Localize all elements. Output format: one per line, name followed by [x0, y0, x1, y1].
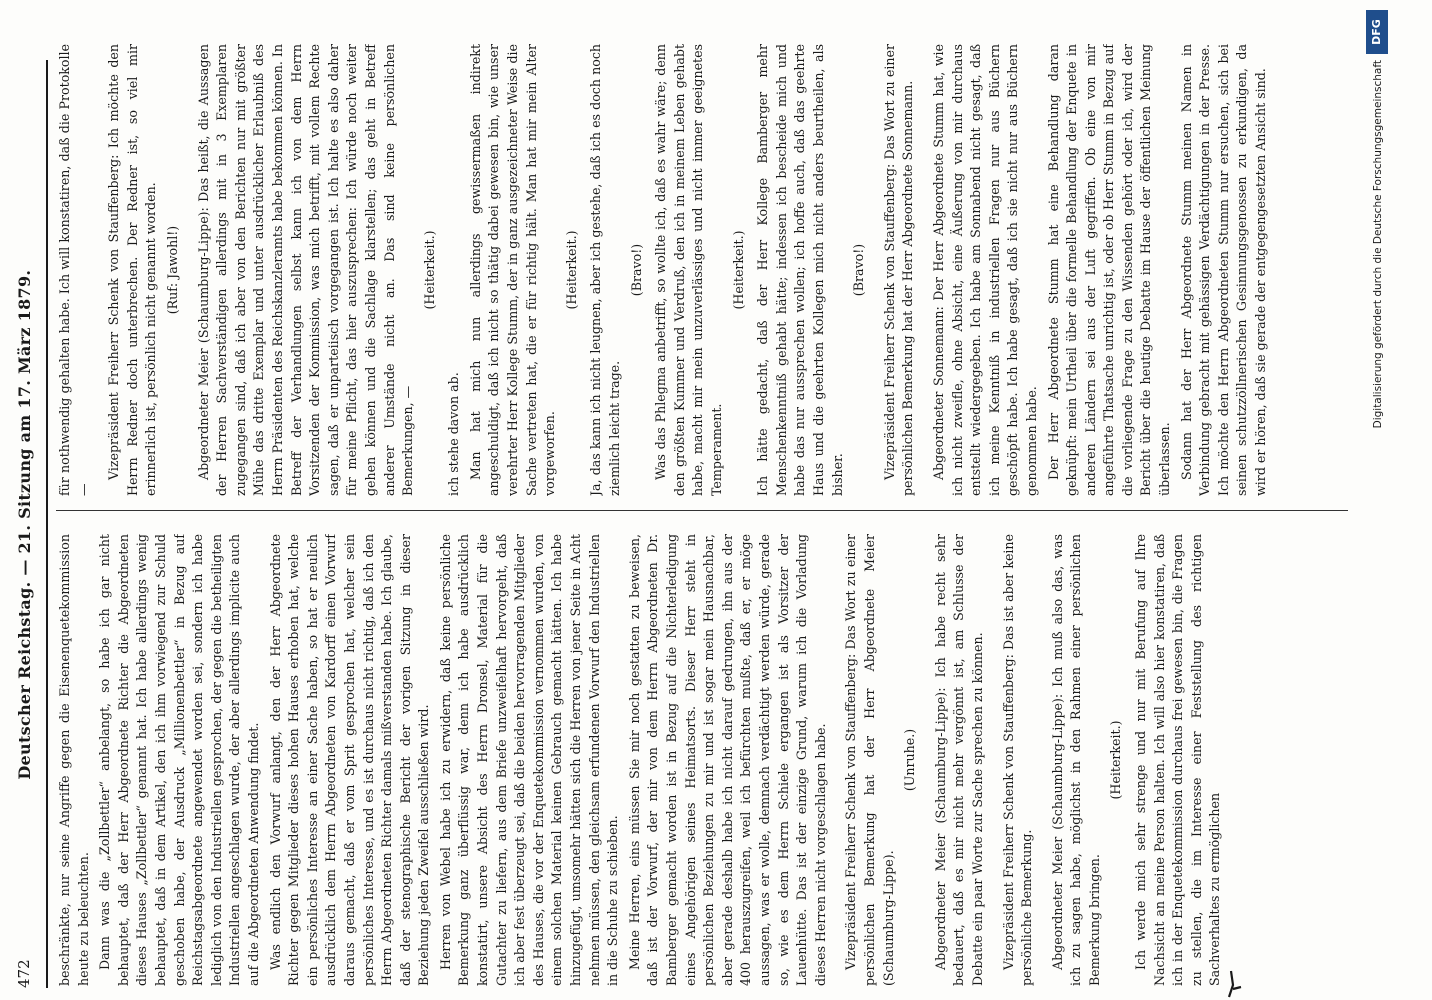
left-column	[56, 534, 1346, 986]
paragraph: für nothwendig gehalten habe. Ich will konstatiren, daß die Protokolle —	[57, 44, 91, 496]
interjection: (Heiterkeit.)	[730, 230, 746, 310]
speaker-paragraph: Abgeordneter Meier (Schaumburg-Lippe): Ich habe recht sehr bedauert, daß es mir nicht mehr vergönnt ist, am Schlusse der Debatte ein paar Worte zur Sache sprechen zu können.	[932, 534, 985, 986]
paragraph: Was das Phlegma anbetrifft, so wollte ich, daß es wahr wäre; denn den größten Kummer und Verdruß, den ich in meinem Leben gehabt habe, macht mir mein unzuverlässiges und nicht immer geeignetes Temperament.	[653, 44, 724, 496]
right-column	[56, 44, 1346, 496]
speaker-paragraph: Vizepräsident Freiherr Schenk von Stauffenberg: Ich möchte den Herrn Redner doch unterbrechen. Der Redner ist, so viel mir erinnerlich ist, persönlich nicht genannt worden.	[106, 44, 159, 496]
interjection: (Bravo!)	[628, 243, 644, 297]
running-title: Deutscher Reichstag. — 21. Sitzung am 17. März 1879.	[14, 269, 34, 780]
digitization-stamp	[1362, 10, 1428, 700]
ink-mark-icon	[1225, 969, 1245, 999]
interjection: (Heiterkeit.)	[1108, 720, 1124, 800]
page-header	[2, 60, 48, 988]
speaker-paragraph: Abgeordneter Meier (Schaumburg-Lippe): Ich muß also das, was ich zu sagen habe, möglichst in den Rahmen einer persönlichen Bemerkung bringen.	[1049, 534, 1102, 986]
dfg-logo: DFG	[1366, 10, 1388, 54]
speaker-paragraph: Vizepräsident Freiherr Schenk von Stauffenberg: Das ist aber keine persönliche Bemerkung.	[1000, 534, 1035, 986]
paragraph: Dann was die „Zollbettler“ anbelangt, so habe ich gar nicht behauptet, daß der Herr Abgeordnete Richter die Abgeordneten dieses Hauses „Zollbettler“ genannt hat. Ich habe allerdings wenig behauptet, daß in dem Artikel, den ich ihm vorwiegend zur Schuld geschoben habe, der Ausdruck „Millionenbettler“ in Bezug auf Reichstagsabgeordnete angewendet worden sei, sondern ich habe lediglich von den Industriellen gesprochen, der gegen die betheiligten Industriellen angeschlagen wurde, der aber allerdings implicite auch auf die Abgeordneten Anwendung findet.	[97, 534, 261, 986]
paragraph: Sodann hat der Herr Abgeordnete Stumm meinen Namen in Verbindung gebracht mit gehässigen Verdächtigungen in der Presse. Ich möchte den Herrn Abgeordneten Stumm nur ersuchen, sich bei seinen schutzzöllnerischen Gesinnungsgenossen zu erkundigen, da wird er hören, daß sie gerade der entgegengesetzten Ansicht sind.	[1178, 44, 1269, 496]
page-number: 472	[15, 959, 33, 988]
speaker-paragraph: Vizepräsident Freiherr Schenk von Stauffenberg: Das Wort zu einer persönlichen Bemerkung hat der Herr Abgeordnete Sonnemann.	[881, 44, 916, 496]
paragraph: Was endlich den Vorwurf anlangt, den der Herr Abgeordnete Richter gegen Mitglieder dieses hohen Hauses erhoben hat, welche ein persönliches Interesse an einer Sache haben, so hat er neulich ausdrücklich dem Herrn Abgeordneten von Kardorff einen Vorwurf daraus gemacht, daß er vom Sprit gesprochen hat, welcher sein persönliches Interesse, und es ist durchaus nicht richtig, daß ich den Herrn Abgeordneten Richter damals mißverstanden habe. Ich glaube, daß der stenographische Bericht der vorigen Sitzung in dieser Beziehung jeden Zweifel ausschließen wird.	[267, 534, 432, 986]
speaker-paragraph: Abgeordneter Sonnemann: Der Herr Abgeordnete Stumm hat, wie ich nicht zweifle, ohne Absicht, eine Äußerung von mir durchaus entstellt wiedergegeben. Ich habe am Sonnabend nicht gesagt, daß ich meine Kenntniß in industriellen Fragen nur aus Büchern geschöpft habe. Ich habe gesagt, daß ich sie nicht nur aus Büchern genommen habe.	[930, 44, 1039, 496]
funding-notice: Digitalisierung gefördert durch die Deutsche Forschungsgemeinschaft	[1372, 60, 1384, 429]
interjection: (Heiterkeit.)	[563, 230, 579, 310]
paragraph: Herren von Webel habe ich zu erwidern, daß keine persönliche Bemerkung ganz überflüssig war, denn ich habe ausdrücklich konstatirt, unsere Absicht des Herrn Dronsel, Material für die Gutachter zu liefern, aus dem Briefe unzweifelhaft hervorgeht, daß ich aber fest überzeugt sei, daß die beiden hervorragenden Mitglieder des Hauses, die vor der Enquetekommission vernommen wurden, von einem solchen Material keinen Gebrauch gemacht hätten. Ich habe hinzugefügt, umsomehr hätten sich die Herren von jener Seite in Acht nehmen müssen, den gleichsam erfundenen Vorwurf den Industriellen in die Schuhe zu schieben.	[437, 534, 621, 986]
interjection: (Heiterkeit.)	[421, 230, 437, 310]
speaker-paragraph: Abgeordneter Meier (Schaumburg-Lippe): Das heißt, die Aussagen der Herren Sachverständigen allerdings mit in 3 Exemplaren zugegangen sind, daß ich aber von den Berichten nur mit größter Mühe das dritte Exemplar und unter ausdrücklicher Erlaubniß des Herrn Präsidenten des Reichskanzleramts habe bekommen können. In Betreff der Verhandlungen selbst kann ich von dem Herrn Vorsitzenden der Kommission, was mich betrifft, mit vollem Rechte sagen, daß er unparteiisch vorgegangen ist. Ich halte es also daher für meine Pflicht, das hier auszusprechen: Ich würde noch weiter gehen können und die Sachlage klarstellen; das geht in Betreff anderer Umstände nicht an. Das sind keine persönlichen Bemerkungen, —	[195, 44, 416, 496]
interjection: (Bravo!)	[851, 243, 867, 297]
paragraph: Meine Herren, eins müssen Sie mir noch gestatten zu beweisen, daß ist der Vorwurf, der mir von dem Herrn Abgeordneten Dr. Bamberger gemacht worden ist in Bezug auf die Nichterledigung eines Angehörigen seines Heimatsorts. Dieser Herr steht in persönlichen Beziehungen zu mir und ist sogar mein Hausnachbar, aber gerade deshalb habe ich nicht darauf gedrungen, ihn aus der 400 herauszugreifen, weil ich befürchten mußte, daß er, er möge aussagen, was er wolle, demnach verdächtigt werden würde, gerade so, wie es dem Herrn Schiele ergangen ist als Vorsitzer der Lauenhütte. Das ist der einzige Grund, warum ich die Vorladung dieses Herren nicht vorgeschlagen habe.	[626, 534, 828, 986]
speaker-paragraph: Vizepräsident Freiherr Schenk von Stauffenberg: Das Wort zu einer persönlichen Bemerkung hat der Herr Abgeordnete Meier (Schaumburg-Lippe).	[843, 534, 896, 986]
paragraph: beschränkte, nur seine Angriffe gegen die Eisenenquetekommission heute zu beleuchten.	[57, 534, 91, 986]
interjection: (Unruhe.)	[902, 728, 918, 792]
paragraph: Man hat mich nun allerdings gewissermaßen indirekt angeschuldigt, daß ich nicht so thätig dabei gewesen bin, wie unser verehrter Herr Kollege Stumm, der in ganz ausgezeichneter Weise die Sache vertreten hat, die er für richtig hält. Man hat mir mein Alter vorgeworfen.	[467, 44, 558, 496]
paragraph: ich stehe davon ab.	[446, 372, 462, 496]
paragraph: Ja, das kann ich nicht leugnen, aber ich gestehe, daß ich es doch noch ziemlich leicht trage.	[588, 44, 623, 496]
column-divider	[56, 510, 1348, 511]
paragraph: Ich werde mich sehr strenge und nur mit Berufung auf Ihre Nachsicht an meine Person halten. Ich will also hier konstatiren, daß ich in der Enquetekommission durchaus frei gewesen bin, die Fragen zu stellen, die im Interesse einer Feststellung des richtigen Sachverhaltes zu ermöglichen	[1133, 534, 1223, 986]
paragraph: Der Herr Abgeordnete Stumm hat eine Behandlung daran geknüpft: mein Urtheil über die formelle Behandlung der Enquete in anderen Ländern sei aus der Luft gegriffen. Ob eine von mir angeführte Thatsache unrichtig ist, oder ob Herr Stumm in Bezug auf die vorliegende Frage zu den Wissenden gehört oder ich, wird der Bericht über die heutige Debatte im Hause der öffentlichen Meinung überlassen.	[1045, 44, 1173, 496]
interjection: (Ruf: Jawohl!)	[164, 225, 180, 315]
paragraph: Ich hätte gedacht, daß der Herr Kollege Bamberger mehr Menschenkenntniß gehabt hätte; indessen ich bescheide mich und habe das nur aussprechen wollen; ich hoffe auch, daß das geehrte Haus und die geehrten Kollegen mich nicht anders beurtheilen, als bisher.	[755, 44, 845, 496]
